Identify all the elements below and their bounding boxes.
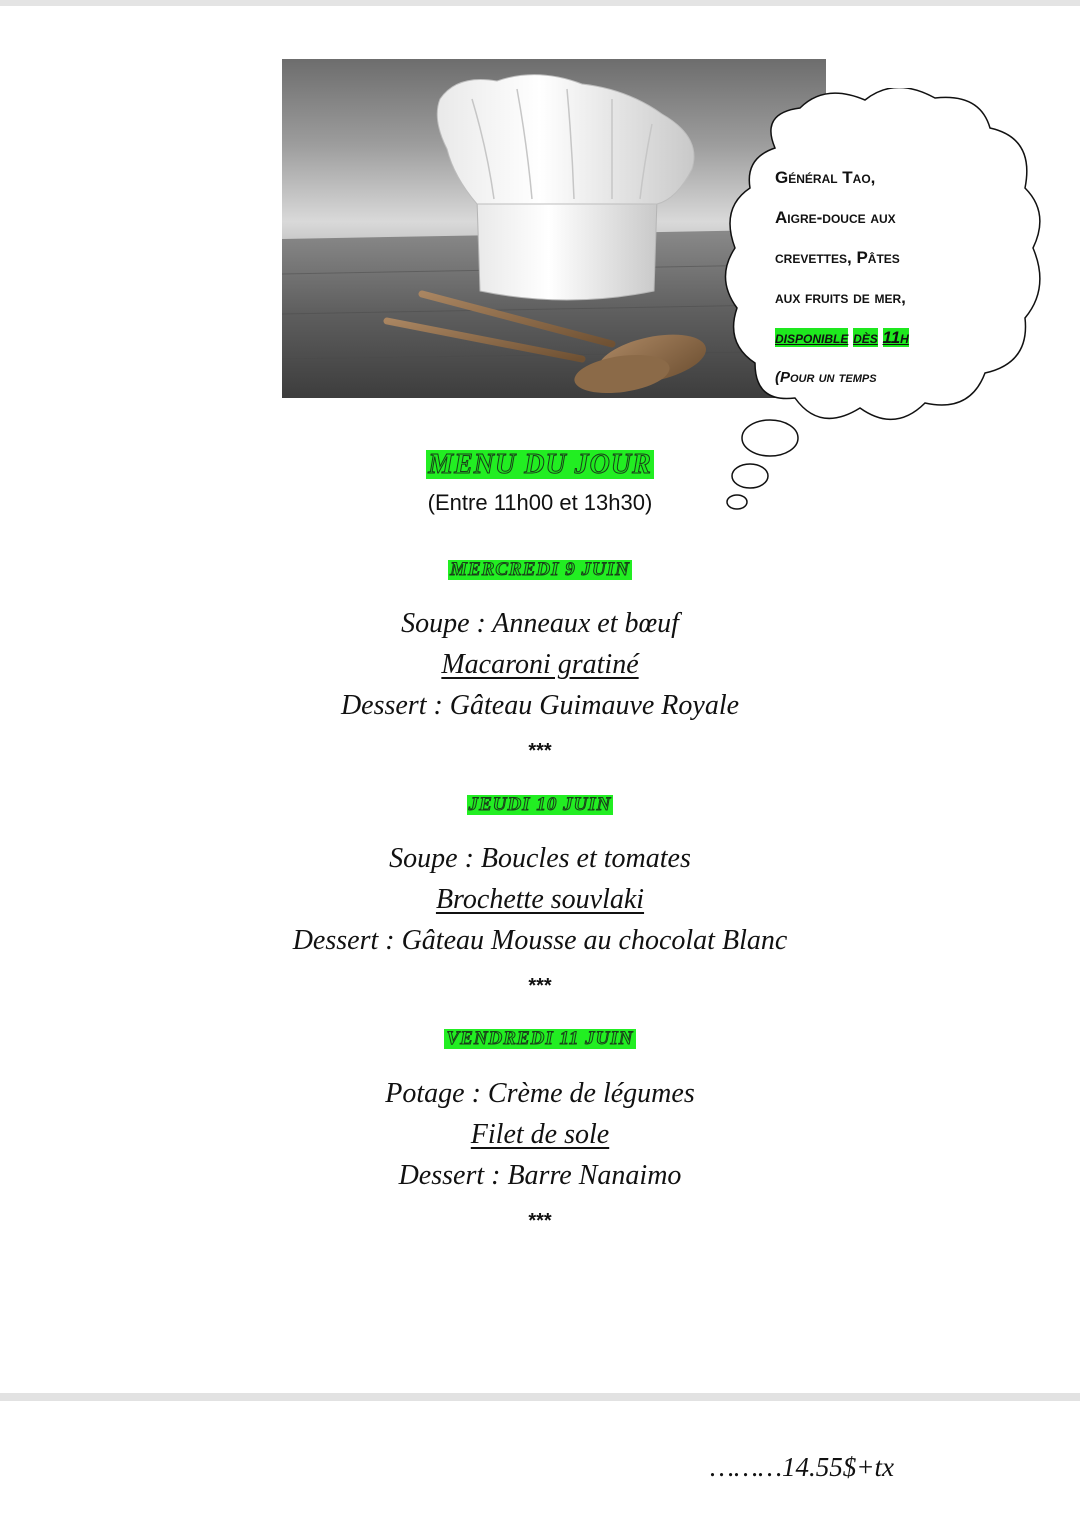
availability-line [775, 328, 965, 368]
page-separator [0, 1393, 1080, 1401]
main-dish: Brochette souvlaki [435, 884, 645, 915]
main-dish-row [0, 886, 1080, 914]
day-heading: JEUDI 10 JUIN [468, 794, 612, 815]
soup-item: Soupe : Anneaux et bœuf [401, 608, 679, 639]
separator: *** [528, 1210, 552, 1232]
menu-hours: (Entre 11h00 et 13h30) [427, 490, 653, 515]
special-dishes-note [775, 168, 965, 408]
main-dish-row [0, 1121, 1080, 1149]
day-heading: VENDREDI 11 JUIN [446, 1028, 634, 1049]
bubble-line: crevettes, Pâtes [775, 248, 900, 267]
separator: *** [528, 975, 552, 997]
menu-title-row [0, 450, 1080, 479]
dessert-item: Dessert : Gâteau Guimauve Royale [340, 690, 740, 721]
main-dish-row [0, 651, 1080, 679]
dessert-item: Dessert : Gâteau Mousse au chocolat Blanc [292, 925, 788, 956]
day-heading-row [0, 795, 1080, 815]
top-edge [0, 0, 1080, 6]
soup-item: Soupe : Boucles et tomates [389, 843, 691, 874]
bubble-line: Général Tao, [775, 168, 876, 187]
soup-item: Potage : Crème de légumes [385, 1078, 695, 1109]
separator: *** [528, 740, 552, 762]
day-heading-row [0, 1029, 1080, 1049]
dessert-item: Dessert : Barre Nanaimo [398, 1160, 682, 1191]
price-label: ………14.55$+tx [710, 1452, 894, 1482]
bubble-note: (Pour un temps [775, 369, 877, 386]
availability-time: 11h [882, 328, 909, 347]
menu-title: MENU DU JOUR [428, 449, 652, 480]
availability-word: dès [853, 328, 878, 347]
availability-word: disponible [775, 328, 849, 347]
day-heading-row [0, 560, 1080, 580]
main-dish: Filet de sole [470, 1119, 610, 1150]
main-dish: Macaroni gratiné [441, 649, 639, 680]
day-heading: MERCREDI 9 JUIN [450, 559, 630, 580]
bubble-line: aux fruits de mer, [775, 288, 906, 307]
bubble-line: Aigre-douce aux [775, 208, 896, 227]
